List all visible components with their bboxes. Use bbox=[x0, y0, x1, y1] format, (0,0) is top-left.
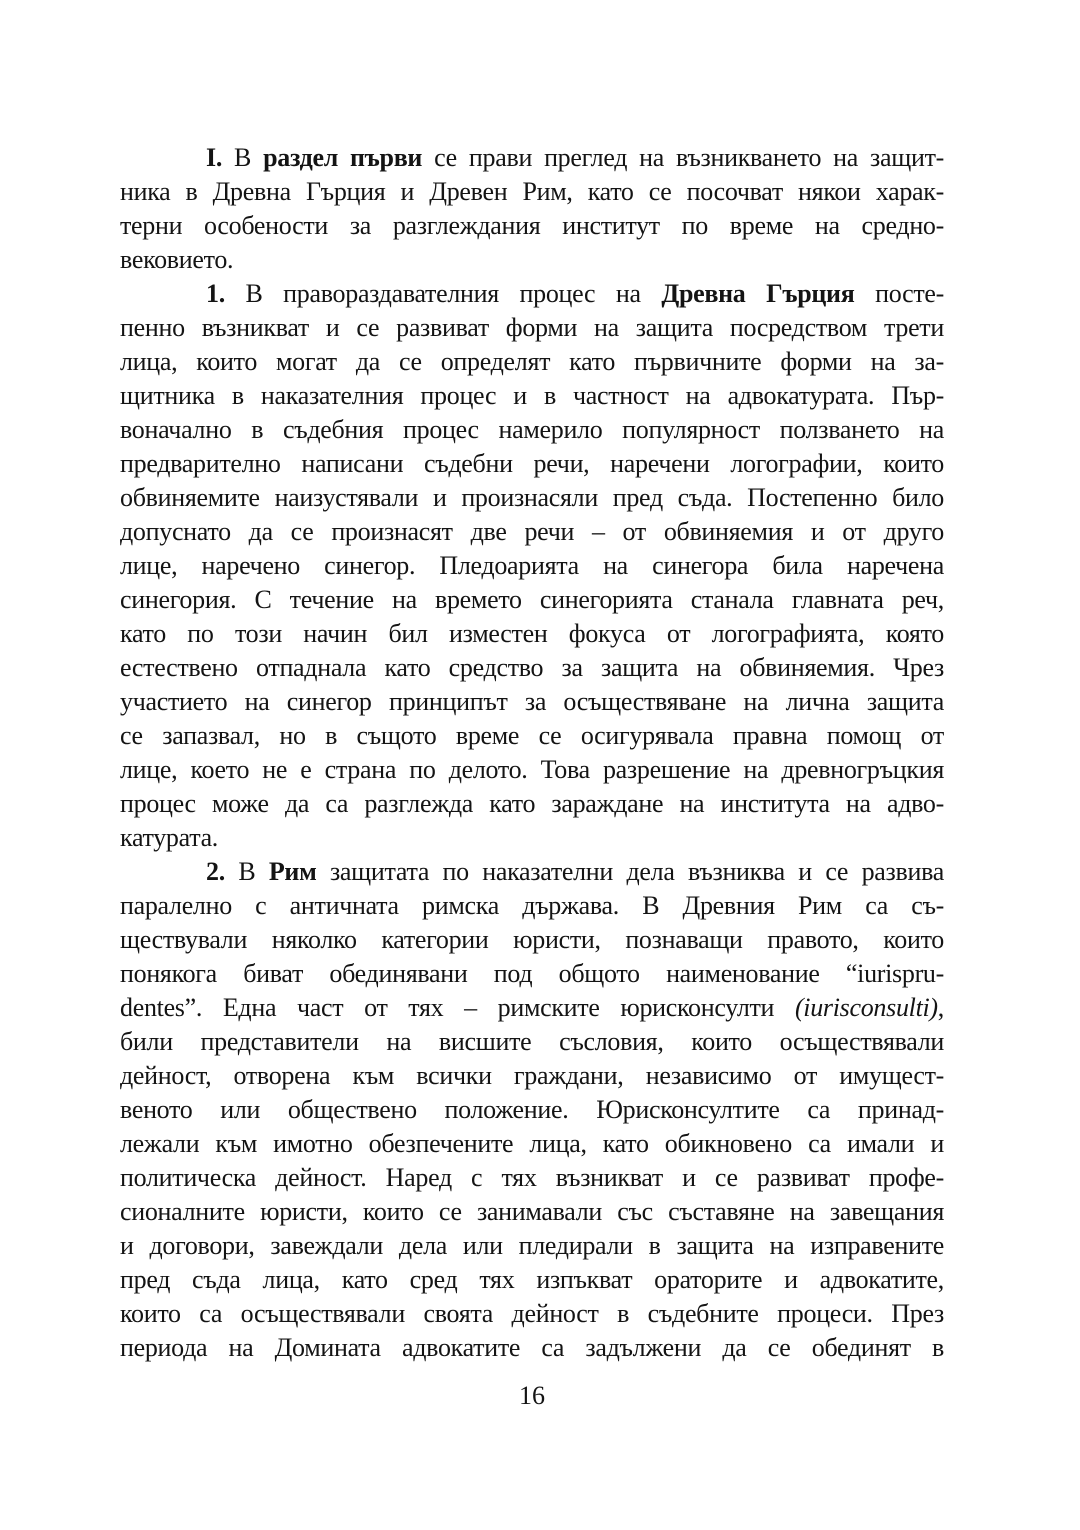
text-segment: dentes”. Една част от тях – римските юрисконсулти bbox=[120, 993, 795, 1022]
bold-text-segment: 1. bbox=[206, 279, 225, 308]
text-segment: веното или обществено положение. Юрисконсултите са принад- bbox=[120, 1095, 944, 1124]
text-segment: участието на синегор принципът за осъществяване на лична защита bbox=[120, 687, 944, 716]
text-line bbox=[120, 787, 944, 821]
text-line bbox=[120, 447, 944, 481]
text-segment: дейност, отворена към всички граждани, независимо от имущест- bbox=[120, 1061, 944, 1090]
page-number: 16 bbox=[519, 1381, 545, 1410]
text-line bbox=[120, 991, 944, 1025]
text-line bbox=[120, 1263, 944, 1297]
paragraph-first-line bbox=[120, 277, 944, 311]
paragraph-first-line bbox=[120, 141, 944, 175]
text-segment: воначално в съдебния процес намерило популярност ползването на bbox=[120, 415, 944, 444]
text-segment: пенно възникват и се развиват форми на защита посредством трети bbox=[120, 313, 944, 342]
text-segment: допуснато да се произнасят две речи – от обвиняемия и от друго bbox=[120, 517, 944, 546]
text-segment: се запазвал, но в същото време се осигурявала правна помощ от bbox=[120, 721, 944, 750]
text-segment: В bbox=[222, 143, 264, 172]
text-line bbox=[120, 379, 944, 413]
text-segment: терни особености за разглеждания институт по време на средно- bbox=[120, 211, 944, 240]
paragraph-first-line bbox=[120, 855, 944, 889]
text-segment: лице, наречено синегор. Пледоарията на синегора била наречена bbox=[120, 551, 944, 580]
body-text bbox=[120, 141, 944, 1365]
text-segment: лица, които могат да се определят като първичните форми на за- bbox=[120, 347, 944, 376]
text-segment: понякога биват обединявани под общото наименование “iurispru- bbox=[120, 959, 944, 988]
text-segment: които са осъществявали своята дейност в съдебните процеси. През bbox=[120, 1299, 944, 1328]
text-line bbox=[120, 617, 944, 651]
italic-text-segment: (iurisconsulti) bbox=[794, 993, 938, 1022]
text-line bbox=[120, 753, 944, 787]
text-segment: сионалните юристи, които се занимавали със съставяне на завещания bbox=[120, 1197, 944, 1226]
text-line bbox=[120, 311, 944, 345]
text-line bbox=[120, 1161, 944, 1195]
text-segment: лежали към имотно обезпечените лица, като обикновено са имали и bbox=[120, 1129, 944, 1158]
bold-text-segment: Древна Гърция bbox=[661, 279, 855, 308]
text-segment: обвиняемите наизустявали и произнасяли пред съда. Постепенно било bbox=[120, 483, 944, 512]
bold-text-segment: раздел първи bbox=[263, 143, 423, 172]
text-segment: вековието. bbox=[120, 245, 234, 274]
bold-text-segment: Рим bbox=[268, 857, 317, 886]
text-line bbox=[120, 549, 944, 583]
text-segment: В bbox=[224, 857, 269, 886]
text-segment: паралелно с античната римска държава. В Древния Рим са съ- bbox=[120, 891, 944, 920]
text-line bbox=[120, 583, 944, 617]
text-segment: били представители на висшите съсловия, които осъществявали bbox=[120, 1027, 944, 1056]
text-line bbox=[120, 821, 944, 855]
text-line bbox=[120, 651, 944, 685]
bold-text-segment: I. bbox=[206, 143, 223, 172]
text-segment: се прави преглед на възникването на защит- bbox=[422, 143, 944, 172]
text-line bbox=[120, 345, 944, 379]
text-line bbox=[120, 1331, 944, 1365]
text-segment: , bbox=[937, 993, 944, 1022]
text-segment: синегория. С течение на времето синегорията станала главната реч, bbox=[120, 585, 944, 614]
text-line bbox=[120, 923, 944, 957]
bold-text-segment: 2. bbox=[206, 857, 225, 886]
text-segment: процес може да са разглежда като зараждане на института на адво- bbox=[120, 789, 944, 818]
text-line bbox=[120, 175, 944, 209]
text-line bbox=[120, 1093, 944, 1127]
text-line bbox=[120, 1059, 944, 1093]
text-segment: и договори, завеждали дела или пледирали в защита на изправените bbox=[120, 1231, 944, 1260]
text-line bbox=[120, 413, 944, 447]
text-segment: периода на Домината адвокатите са задължени да се обединят в bbox=[120, 1333, 944, 1362]
text-segment: ществували няколко категории юристи, познаващи правото, които bbox=[120, 925, 944, 954]
text-segment: пред съда лица, като сред тях изпъкват ораторите и адвокатите, bbox=[120, 1265, 944, 1294]
text-line bbox=[120, 1297, 944, 1331]
text-segment: посте- bbox=[854, 279, 944, 308]
text-line bbox=[120, 719, 944, 753]
text-segment: естествено отпаднала като средство за защита на обвиняемия. Чрез bbox=[120, 653, 944, 682]
text-line bbox=[120, 209, 944, 243]
text-segment: лице, което не е страна по делото. Това разрешение на древногръцкия bbox=[120, 755, 944, 784]
text-line bbox=[120, 481, 944, 515]
text-segment: В правораздавателния процес на bbox=[224, 279, 662, 308]
text-segment: ника в Древна Гърция и Древен Рим, като се посочват някои харак- bbox=[120, 177, 944, 206]
text-segment: защитата по наказателни дела възниква и се развива bbox=[316, 857, 944, 886]
text-line bbox=[120, 243, 944, 277]
text-line bbox=[120, 1025, 944, 1059]
text-line bbox=[120, 1229, 944, 1263]
text-segment: катурата. bbox=[120, 823, 219, 852]
text-segment: като по този начин бил изместен фокуса от логографията, която bbox=[120, 619, 944, 648]
text-line bbox=[120, 889, 944, 923]
text-segment: политическа дейност. Наред с тях възникват и се развиват профе- bbox=[120, 1163, 944, 1192]
text-line bbox=[120, 1195, 944, 1229]
text-segment: предварително написани съдебни речи, наречени логографии, които bbox=[120, 449, 944, 478]
text-line bbox=[120, 1127, 944, 1161]
text-line bbox=[120, 685, 944, 719]
text-line bbox=[120, 957, 944, 991]
text-line bbox=[120, 515, 944, 549]
text-segment: щитника в наказателния процес и в частност на адвокатурата. Пър- bbox=[120, 381, 944, 410]
